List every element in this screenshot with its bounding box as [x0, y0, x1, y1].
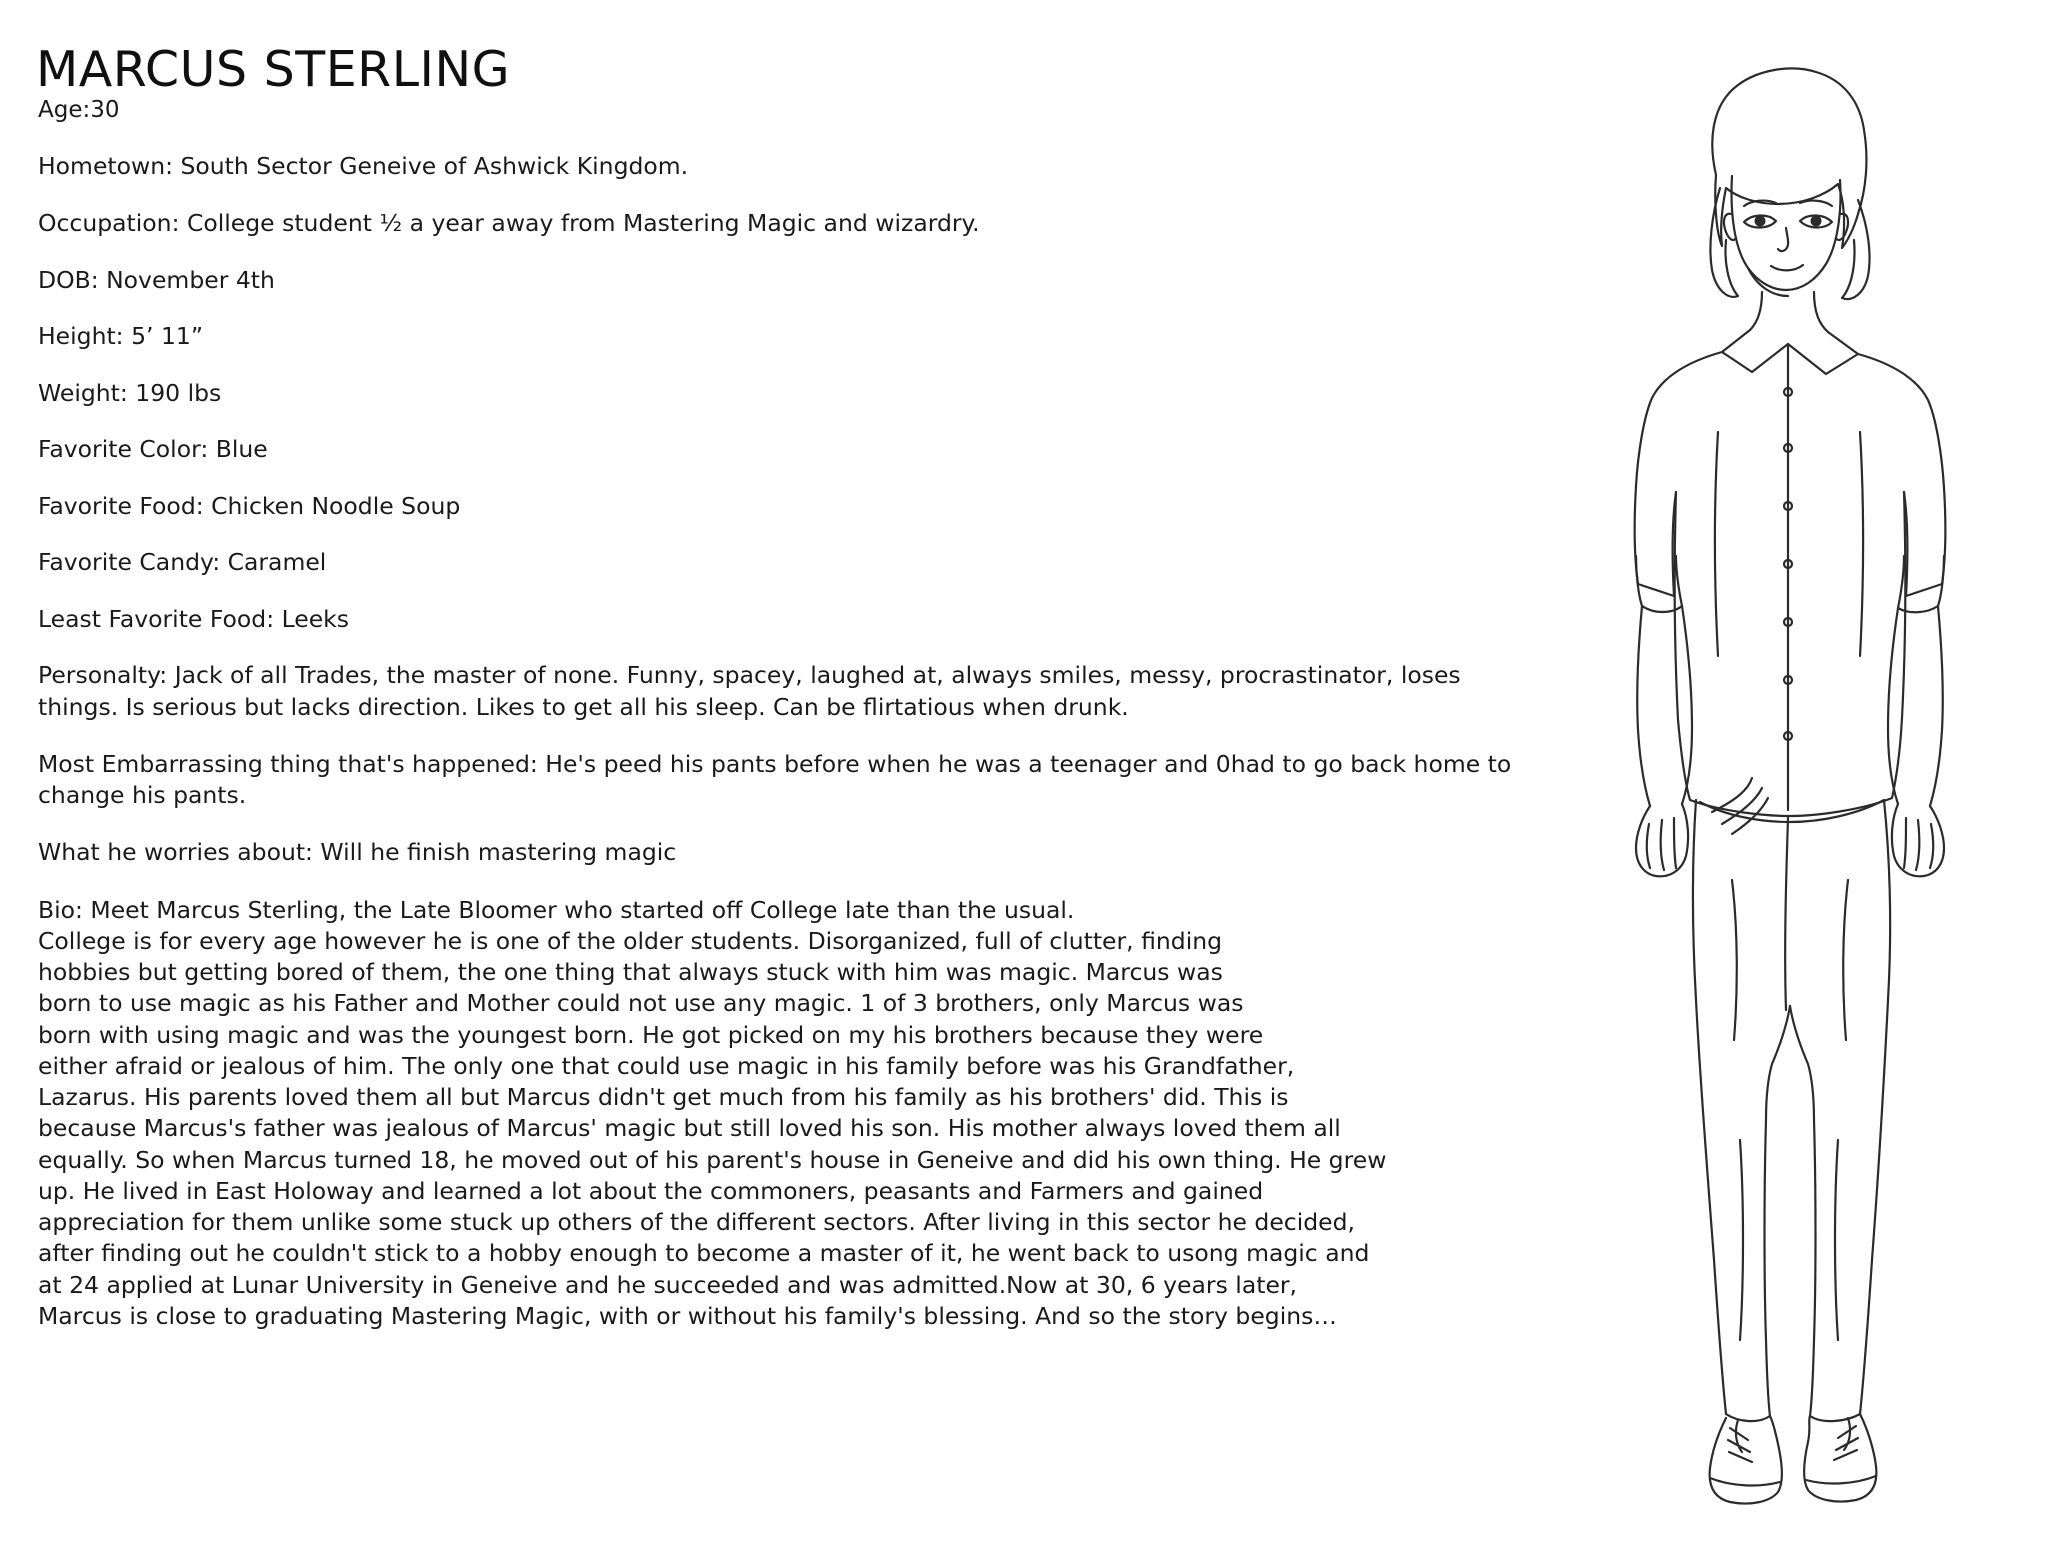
field-favorite-food: Favorite Food: Chicken Noodle Soup — [38, 491, 461, 520]
character-info-column — [36, 41, 1556, 1332]
paragraph-worries: What he worries about: Will he finish mastering magic — [38, 838, 677, 867]
bio-line: after finding out he couldn't stick to a hobby enough to become a master of it, he went back to usong magic and — [38, 1239, 1370, 1268]
field-favorite-color: Favorite Color: Blue — [38, 435, 268, 464]
bio-line: up. He lived in East Holoway and learned a lot about the commoners, peasants and Farmers and gained — [38, 1176, 1264, 1205]
character-age: Age:30 — [38, 97, 120, 124]
paragraph-bio — [38, 895, 1556, 1333]
bio-line: Bio: Meet Marcus Sterling, the Late Bloomer who started off College late than the usual. — [38, 895, 1075, 924]
bio-line: born to use magic as his Father and Mother could not use any magic. 1 of 3 brothers, only Marcus was — [38, 989, 1244, 1018]
bio-line: appreciation for them unlike some stuck up others of the different sectors. After living in this sector he decided, — [38, 1208, 1355, 1237]
field-least-favorite-food: Least Favorite Food: Leeks — [38, 604, 350, 633]
bio-line: either afraid or jealous of him. The only one that could use magic in his family before was his Grandfather, — [38, 1051, 1295, 1080]
bio-line: College is for every age however he is one of the older students. Disorganized, full of clutter, finding — [38, 926, 1223, 955]
field-weight: Weight: 190 lbs — [38, 378, 222, 407]
field-favorite-candy: Favorite Candy: Caramel — [38, 548, 327, 577]
page-title: MARCUS STERLING — [36, 41, 511, 98]
bio-line: Lazarus. His parents loved them all but Marcus didn't get much from his family as his brothers' did. This is — [38, 1083, 1289, 1112]
field-hometown: Hometown: South Sector Geneive of Ashwick Kingdom. — [38, 152, 689, 181]
bio-line: born with using magic and was the youngest born. He got picked on my his brothers because they were — [38, 1020, 1264, 1049]
field-height: Height: 5’ 11” — [38, 322, 204, 351]
bio-line: equally. So when Marcus turned 18, he moved out of his parent's house in Geneive and did his own thing. He grew — [38, 1145, 1387, 1174]
paragraph-personality: Personalty: Jack of all Trades, the master of none. Funny, spacey, laughed at, always smiles, messy, procrastinator, loses things. Is serious but lacks direction. Likes to get all his sleep. Can be flirtatious when drunk. — [38, 661, 1461, 721]
bio-line: Marcus is close to graduating Mastering Magic, with or without his family's blessing. And so the story begins… — [38, 1301, 1337, 1330]
character-illustration — [1486, 0, 2046, 1545]
bio-line: hobbies but getting bored of them, the one thing that always stuck with him was magic. Marcus was — [38, 958, 1223, 987]
paragraph-embarrassing-moment: Most Embarrassing thing that's happened: He's peed his pants before when he was a teenager and 0had to go back home to change his pants. — [38, 749, 1512, 810]
field-dob: DOB: November 4th — [38, 265, 275, 294]
bio-line: because Marcus's father was jealous of Marcus' magic but still loved his son. His mother always loved them all — [38, 1114, 1341, 1143]
field-occupation: Occupation: College student ½ a year away from Mastering Magic and wizardry. — [38, 208, 980, 237]
bio-line: at 24 applied at Lunar University in Geneive and he succeeded and was admitted.Now at 30, 6 years later, — [38, 1270, 1298, 1299]
